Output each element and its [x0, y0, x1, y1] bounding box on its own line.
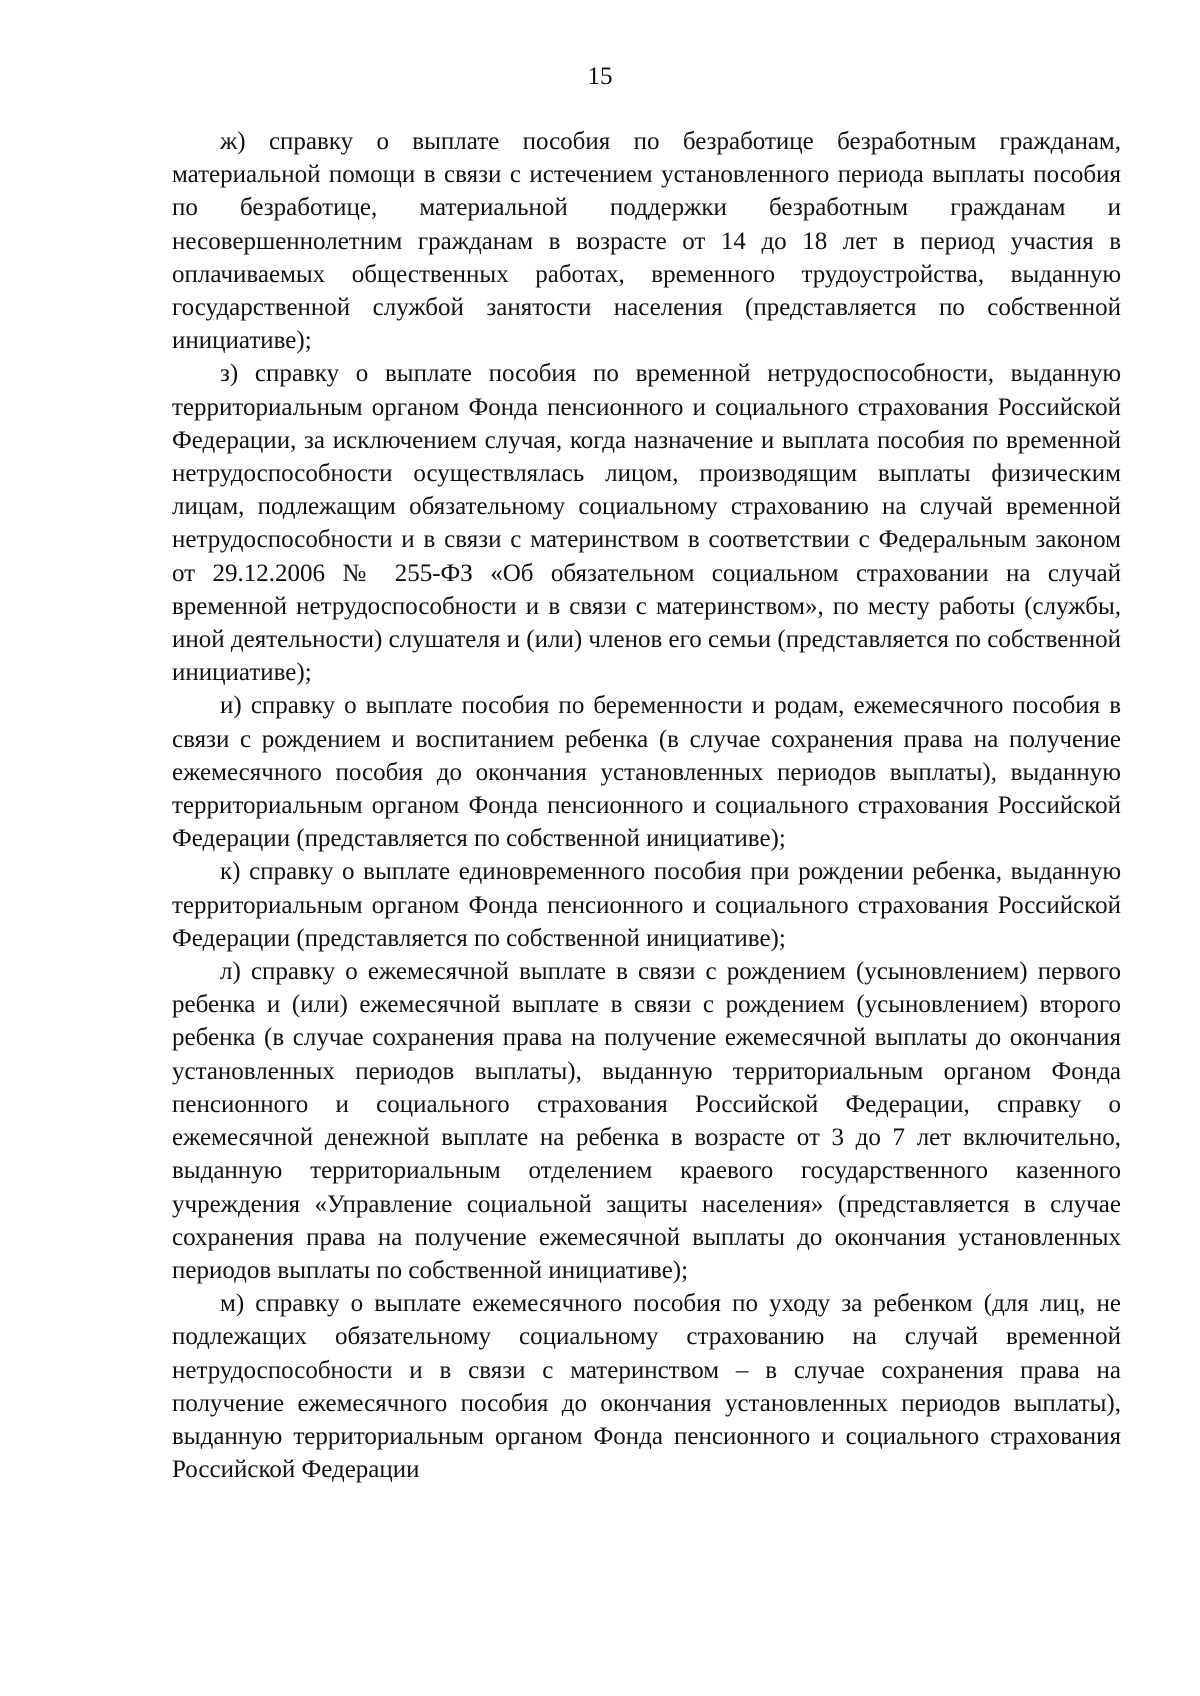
page-number: 15	[587, 63, 613, 90]
list-item-z	[172, 357, 1121, 689]
list-item-m	[172, 1287, 1121, 1486]
list-item-i	[172, 689, 1121, 855]
item-letter: и)	[220, 692, 242, 720]
item-letter: к)	[220, 858, 241, 886]
item-text: справку о выплате пособия по беременности и родам, ежемесячного пособия в связи с рождением и воспитанием ребенка (в случае сохранения права на получение ежемесячного пособия до окончания установленных периодов выплаты), выданную территориальным органом Фонда пенсионного и социального страхования Российской Федерации (представляется по собственной инициативе);	[172, 692, 1121, 853]
list-item-l	[172, 955, 1121, 1287]
document-body	[172, 125, 1121, 1486]
item-text: справку о выплате пособия по безработице безработным гражданам, материальной помощи в связи с истечением установленного периода выплаты пособия по безработице, материальной поддержки безработным гражданам и несовершеннолетним гражданам в возрасте от 14 до 18 лет в период участия в оплачиваемых общественных работах, временного трудоустройства, выданную государственной службой занятости населения (представляется по собственной инициативе);	[172, 128, 1121, 355]
item-text: справку о выплате единовременного пособия при рождении ребенка, выданную территориальным органом Фонда пенсионного и социального страхования Российской Федерации (представляется по собственной инициативе);	[172, 858, 1122, 952]
item-text: справку о выплате ежемесячного пособия по уходу за ребенком (для лиц, не подлежащих обязательному социальному страхованию на случай временной нетрудоспособности и в связи с материнством – в случае сохранения права на получение ежемесячного пособия до окончания установленных периодов выплаты), выданную территориальным органом Фонда пенсионного и социального страхования Российской Федерации	[172, 1290, 1122, 1484]
item-letter: ж)	[220, 128, 246, 155]
list-item-zh	[172, 125, 1121, 357]
item-letter: з)	[220, 360, 239, 388]
item-text: справку о ежемесячной выплате в связи с рождением (усыновлением) первого ребенка и (или) ежемесячной выплате в связи с рождением (усыновлением) второго ребенка (в случае сохранения права на получение ежемесячной выплаты до окончания установленных периодов выплаты), выданную территориальным органом Фонда пенсионного и социального страхования Российской Федерации, справку о ежемесячной денежной выплате на ребенка в возрасте от 3 до 7 лет включительно, выданную территориальным отделением краевого государственного казенного учреждения «Управление социальной защиты населения» (представляется в случае сохранения права на получение ежемесячной выплаты до окончания установленных периодов выплаты по собственной инициативе);	[172, 958, 1121, 1284]
item-text: справку о выплате пособия по временной нетрудоспособности, выданную территориальным органом Фонда пенсионного и социального страхования Российской Федерации, за исключением случая, когда назначение и выплата пособия по временной нетрудоспособности осуществлялась лицом, производящим выплаты физическим лицам, подлежащим обязательному социальному страхованию на случай временной нетрудоспособности и в связи с материнством в соответствии с Федеральным законом от 29.12.2006 № 255-ФЗ «Об обязательном социальном страховании на случай временной нетрудоспособности и в связи с материнством», по месту работы (службы, иной деятельности) слушателя и (или) членов его семьи (представляется по собственной инициативе);	[172, 360, 1121, 687]
item-letter: л)	[220, 958, 241, 986]
list-item-k	[172, 855, 1121, 955]
item-letter: м)	[220, 1290, 245, 1318]
